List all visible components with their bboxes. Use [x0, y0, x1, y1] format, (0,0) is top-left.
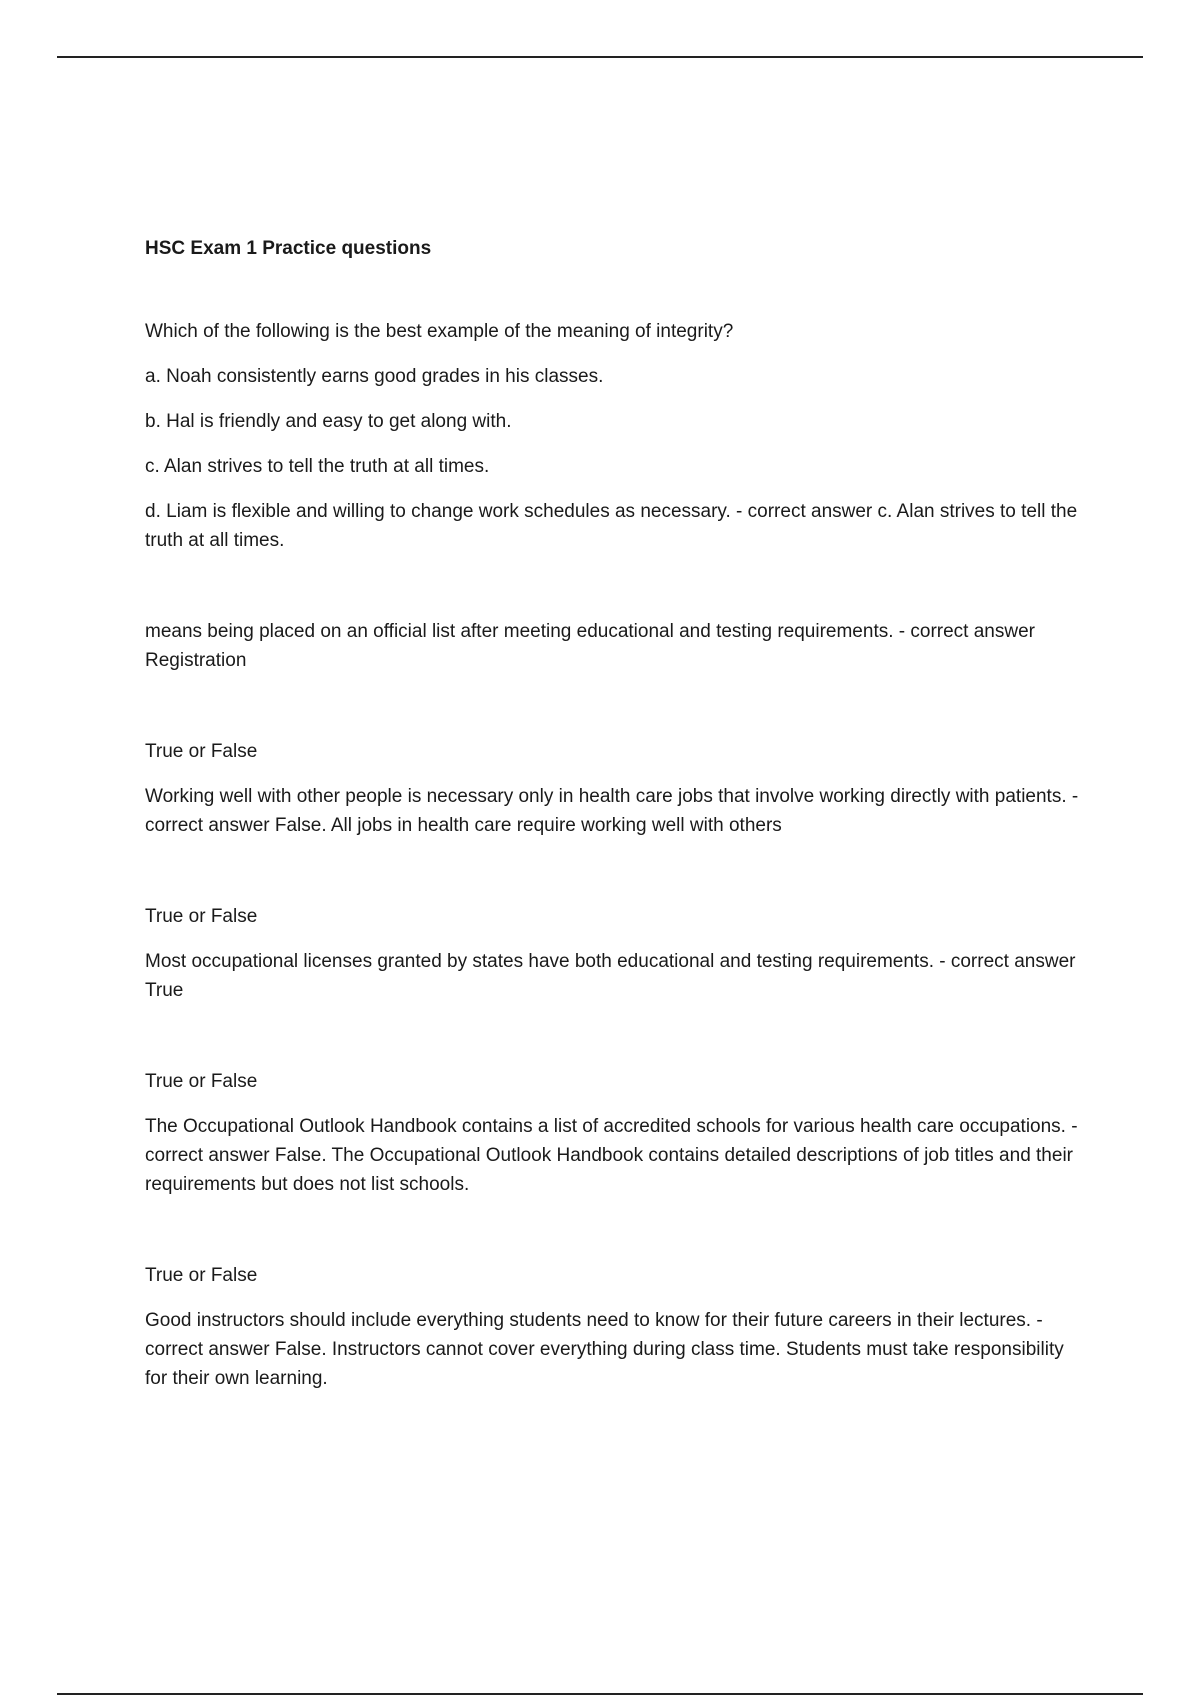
question-block — [145, 737, 1090, 840]
question-text: Good instructors should include everything students need to know for their future careers in their lectures. - correct answer False. Instructors cannot cover everything during class time. Students must take responsibility for their own learning. — [145, 1310, 1064, 1389]
question-text: Working well with other people is necessary only in health care jobs that involve working directly with patients. - correct answer False. All jobs in health care require working well with others — [145, 786, 1079, 836]
option-a: a. Noah consistently earns good grades in his classes. — [145, 366, 604, 387]
question-type-label: True or False — [145, 1071, 258, 1092]
footer-rule — [57, 1693, 1143, 1695]
question-block — [145, 1261, 1090, 1393]
question-block — [145, 902, 1090, 1005]
header-rule — [57, 56, 1143, 58]
question-text: Most occupational licenses granted by states have both educational and testing requirements. - correct answer True — [145, 951, 1076, 1001]
question-text: Which of the following is the best example of the meaning of integrity? — [145, 321, 734, 342]
option-b: b. Hal is friendly and easy to get along with. — [145, 411, 512, 432]
question-text: The Occupational Outlook Handbook contains a list of accredited schools for various health care occupations. - correct answer False. The Occupational Outlook Handbook contains detailed descriptions of job titles and their requirements but does not list schools. — [145, 1116, 1078, 1195]
question-type-label: True or False — [145, 1265, 258, 1286]
question-block — [145, 1067, 1090, 1199]
document-title: HSC Exam 1 Practice questions — [145, 238, 432, 259]
option-d-with-answer: d. Liam is flexible and willing to change work schedules as necessary. - correct answer c. Alan strives to tell the truth at all times. — [145, 501, 1078, 551]
question-type-label: True or False — [145, 741, 258, 762]
question-text: means being placed on an official list after meeting educational and testing requirements. - correct answer Registration — [145, 621, 1035, 671]
question-block — [145, 617, 1090, 675]
document-body — [145, 235, 1090, 1409]
option-c: c. Alan strives to tell the truth at all times. — [145, 456, 490, 477]
question-block — [145, 317, 1090, 555]
question-type-label: True or False — [145, 906, 258, 927]
